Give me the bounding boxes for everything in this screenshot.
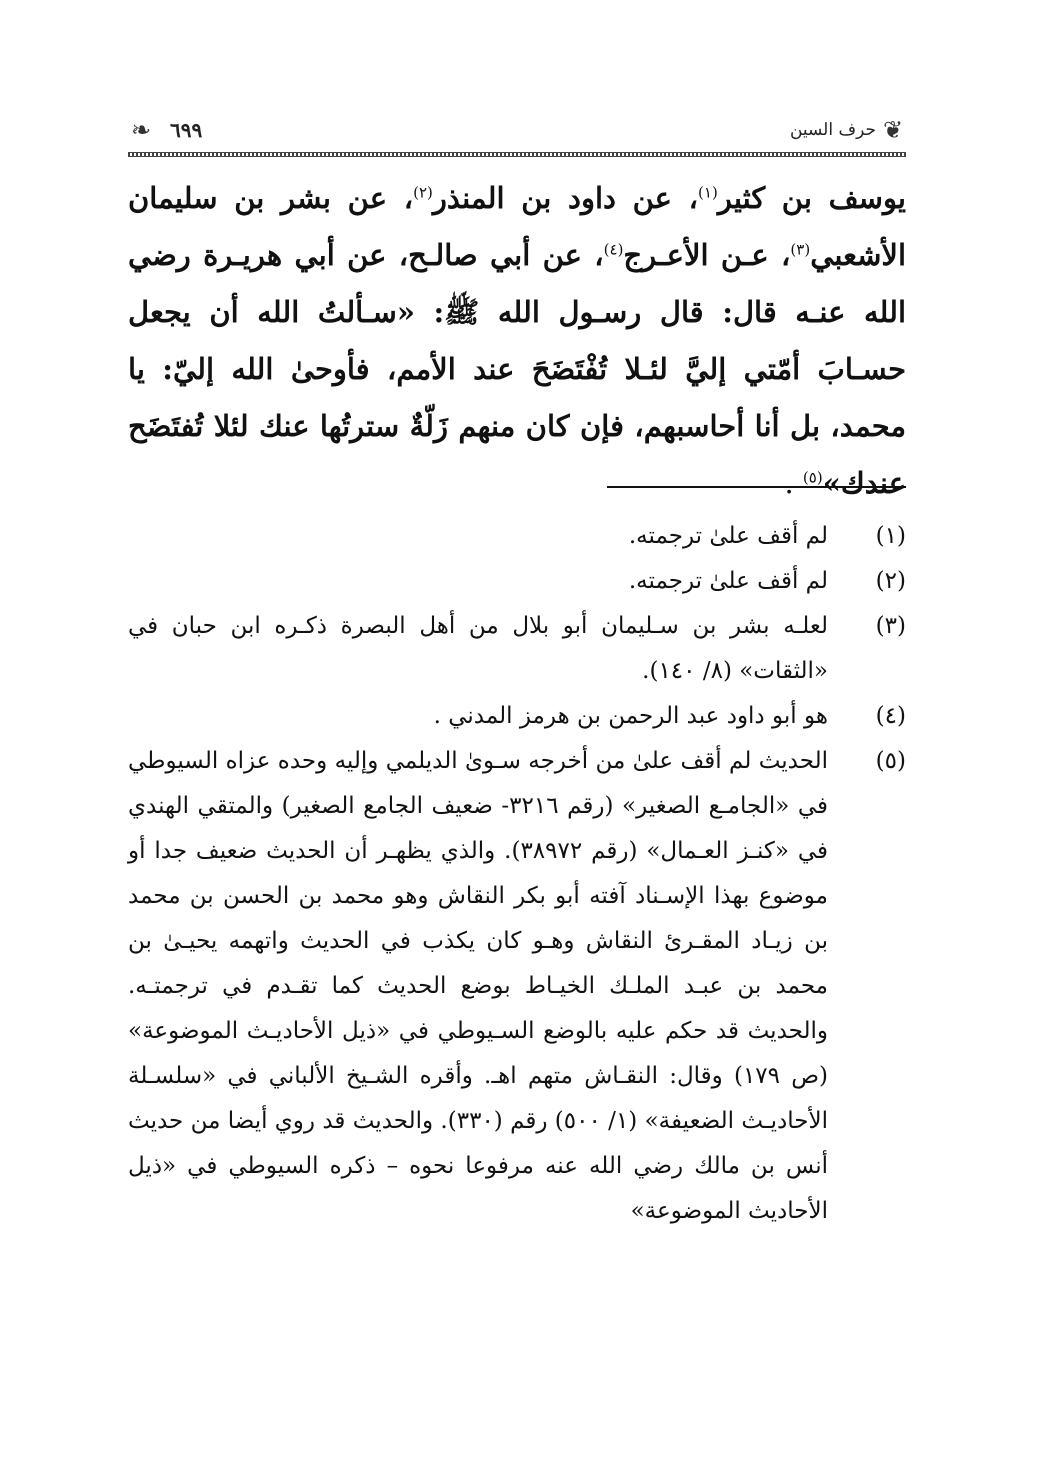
end-mark: . <box>784 466 803 500</box>
footnote-ref-1: (١) <box>698 183 718 202</box>
main-text <box>128 170 906 512</box>
footnote-separator <box>607 486 906 488</box>
isnad-part-d: ، عـن الأعـرج <box>623 238 791 272</box>
isnad-part-b: ، عن داود بن المنذر <box>432 181 699 215</box>
footnote-text: لم أقف علىٰ ترجمته. <box>628 523 828 549</box>
page-number: ٦٩٩ <box>170 118 203 142</box>
hadith-text: «سـألتُ الله أن يجعل حسـابَ أمّتي إليَّ لئـلا تُفْتَضَحَ عند الأمم، فأوحىٰ الله إليّ: يا محمد، بل أنا أحاسبهم، فإن كان منهم زَلّةٌ سترتُها عنك لئلا تُفتَضَح عندك» <box>128 295 906 500</box>
footnote-number: (٤) <box>875 703 906 729</box>
footnote-ref-4: (٤) <box>603 240 624 259</box>
footnote-text: لعلـه بشر بن سـليمان أبو بلال من أهل البصرة ذكـره ابن حبان في «الثقات» (٨/ ١٤٠). <box>128 613 828 684</box>
footnote-item <box>128 604 906 694</box>
footnote-number: (٥) <box>875 748 906 774</box>
ornament-right-icon: ❦ <box>882 116 904 144</box>
footnote-item <box>128 739 906 1234</box>
footnotes <box>128 514 906 1234</box>
isnad-start: يوسف بن كثير <box>717 181 907 215</box>
ornament-left-icon: ❧ <box>130 116 152 144</box>
isnad-part-c: ، عن بشر بن سليمان الأشعبي <box>128 181 906 272</box>
footnote-item <box>128 694 906 739</box>
isnad-part-e: ، عن أبي صالـح، عن أبي هريـرة رضي الله عنـه قال: قال رسـول الله ﷺ: <box>128 238 907 329</box>
footnote-number: (٣) <box>875 613 906 639</box>
footnote-item <box>128 559 906 604</box>
footnote-number: (١) <box>875 523 906 549</box>
footnote-ref-5: (٥) <box>802 468 823 487</box>
header-rule <box>128 152 906 157</box>
running-header <box>128 100 906 158</box>
footnote-text: هو أبو داود عبد الرحمن بن هرمز المدني . <box>433 703 828 729</box>
footnote-text: لم أقف علىٰ ترجمته. <box>628 568 828 594</box>
footnote-number: (٢) <box>875 568 906 594</box>
chapter-title: حرف السين <box>789 120 876 140</box>
footnote-item <box>128 514 906 559</box>
footnote-ref-3: (٣) <box>790 240 811 259</box>
footnote-text: الحديث لم أقف علىٰ من أخرجه سـوىٰ الديلمي وإليه وحده عزاه السيوطي في «الجامـع الصغير» (رقم ٣٢١٦- ضعيف الجامع الصغير) والمتقي الهندي في «كنـز العـمال» (رقم ٣٨٩٧٢). والذي يظهـر أن الحديث ضعيف جدا أو موضوع بهذا الإسـناد آفته أبو بكر النقاش وهو محمد بن الحسن بن محمد بن زيـاد المقـرئ النقاش وهـو كان يكذب في الحديث واتهمه يحيـىٰ بن محمد بن عبـد الملـك الخيـاط بوضع الحديث كما تقـدم في ترجمتـه. والحديث قد حكم عليه بالوضع السـيوطي في «ذيل الأحاديـث الموضوعة» (ص ١٧٩) وقال: النقـاش متهم اهـ. وأقره الشـيخ الألباني في «سلسـلة الأحاديـث الضعيفة» (١/ ٥٠٠) رقم (٣٣٠). والحديث قد روي أيضا من حديث أنس بن مالك رضي الله عنه مرفوعا نحوه – ذكره السيوطي في «ذيل الأحاديث الموضوعة» <box>128 748 829 1224</box>
footnote-ref-2: (٢) <box>413 183 433 202</box>
